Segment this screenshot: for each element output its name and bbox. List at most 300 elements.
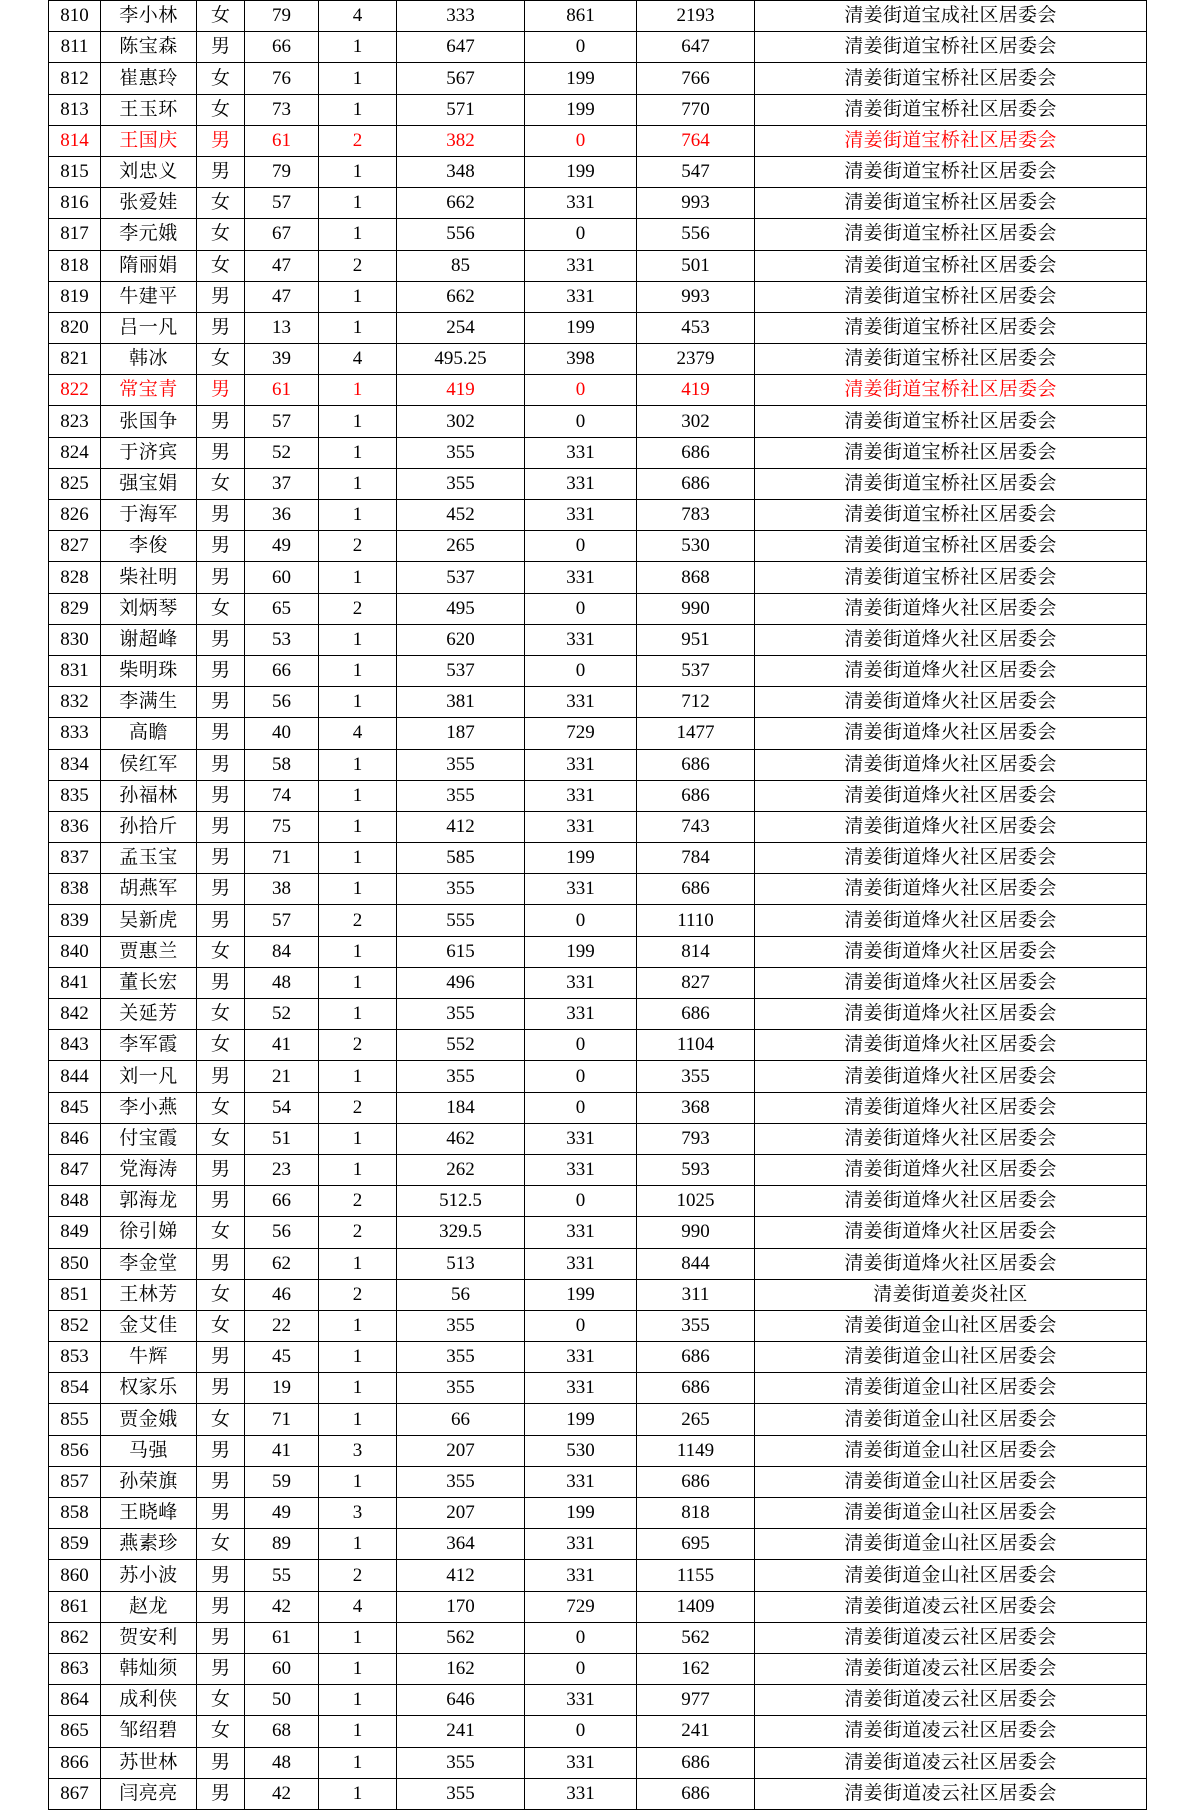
cell-id: 867 <box>49 1778 101 1809</box>
table-row[interactable] <box>49 1248 1147 1279</box>
cell-age: 66 <box>245 32 319 63</box>
cell-count: 2 <box>319 1030 397 1061</box>
cell-count: 3 <box>319 1435 397 1466</box>
cell-age: 76 <box>245 63 319 94</box>
cell-total: 993 <box>637 281 755 312</box>
cell-age: 84 <box>245 936 319 967</box>
cell-organization: 清姜街道烽火社区居委会 <box>755 780 1147 811</box>
table-row[interactable] <box>49 406 1147 437</box>
cell-sex: 男 <box>197 843 245 874</box>
cell-age: 52 <box>245 437 319 468</box>
cell-total: 1477 <box>637 718 755 749</box>
cell-id: 824 <box>49 437 101 468</box>
cell-total: 686 <box>637 468 755 499</box>
table-row[interactable] <box>49 531 1147 562</box>
cell-id: 853 <box>49 1342 101 1373</box>
cell-organization: 清姜街道烽火社区居委会 <box>755 843 1147 874</box>
cell-sex: 男 <box>197 1248 245 1279</box>
table-row[interactable] <box>49 500 1147 531</box>
cell-name: 徐引娣 <box>101 1217 197 1248</box>
cell-age: 39 <box>245 344 319 375</box>
cell-sex: 男 <box>197 905 245 936</box>
cell-age: 89 <box>245 1529 319 1560</box>
table-row[interactable] <box>49 1186 1147 1217</box>
cell-age: 56 <box>245 687 319 718</box>
cell-organization: 清姜街道凌云社区居委会 <box>755 1685 1147 1716</box>
cell-id: 864 <box>49 1685 101 1716</box>
cell-total: 818 <box>637 1498 755 1529</box>
cell-amount-a: 254 <box>397 312 525 343</box>
table-row[interactable] <box>49 250 1147 281</box>
cell-amount-b: 331 <box>525 999 637 1030</box>
cell-amount-b: 398 <box>525 344 637 375</box>
cell-total: 1104 <box>637 1030 755 1061</box>
table-row[interactable] <box>49 999 1147 1030</box>
cell-count: 1 <box>319 967 397 998</box>
cell-age: 60 <box>245 562 319 593</box>
cell-sex: 男 <box>197 874 245 905</box>
cell-id: 856 <box>49 1435 101 1466</box>
table-row[interactable] <box>49 936 1147 967</box>
table-row[interactable] <box>49 1653 1147 1684</box>
cell-id: 818 <box>49 250 101 281</box>
cell-age: 47 <box>245 281 319 312</box>
cell-total: 355 <box>637 1310 755 1341</box>
table-row[interactable] <box>49 874 1147 905</box>
cell-sex: 男 <box>197 500 245 531</box>
table-row[interactable] <box>49 1404 1147 1435</box>
cell-sex: 男 <box>197 531 245 562</box>
table-row[interactable] <box>49 1061 1147 1092</box>
cell-count: 1 <box>319 219 397 250</box>
cell-amount-b: 0 <box>525 1186 637 1217</box>
cell-organization: 清姜街道金山社区居委会 <box>755 1310 1147 1341</box>
cell-age: 75 <box>245 811 319 842</box>
cell-sex: 女 <box>197 94 245 125</box>
cell-count: 1 <box>319 1061 397 1092</box>
table-row[interactable] <box>49 1716 1147 1747</box>
cell-amount-b: 331 <box>525 1342 637 1373</box>
table-row[interactable] <box>49 1622 1147 1653</box>
table-row[interactable] <box>49 780 1147 811</box>
cell-count: 1 <box>319 156 397 187</box>
cell-organization: 清姜街道宝桥社区居委会 <box>755 281 1147 312</box>
cell-id: 860 <box>49 1560 101 1591</box>
table-row[interactable] <box>49 375 1147 406</box>
cell-sex: 男 <box>197 967 245 998</box>
cell-sex: 男 <box>197 437 245 468</box>
cell-sex: 女 <box>197 63 245 94</box>
table-row[interactable] <box>49 312 1147 343</box>
cell-total: 1409 <box>637 1591 755 1622</box>
cell-organization: 清姜街道烽火社区居委会 <box>755 936 1147 967</box>
cell-count: 2 <box>319 905 397 936</box>
cell-organization: 清姜街道宝桥社区居委会 <box>755 63 1147 94</box>
table-row[interactable] <box>49 125 1147 156</box>
cell-amount-b: 199 <box>525 94 637 125</box>
table-row[interactable] <box>49 219 1147 250</box>
cell-id: 822 <box>49 375 101 406</box>
cell-amount-a: 355 <box>397 1373 525 1404</box>
cell-sex: 男 <box>197 406 245 437</box>
cell-sex: 男 <box>197 1591 245 1622</box>
cell-amount-b: 199 <box>525 1498 637 1529</box>
cell-amount-a: 355 <box>397 874 525 905</box>
table-row[interactable] <box>49 843 1147 874</box>
cell-name: 孟玉宝 <box>101 843 197 874</box>
cell-amount-a: 567 <box>397 63 525 94</box>
cell-age: 66 <box>245 655 319 686</box>
cell-amount-b: 331 <box>525 967 637 998</box>
cell-amount-b: 331 <box>525 780 637 811</box>
cell-age: 57 <box>245 905 319 936</box>
cell-count: 2 <box>319 1217 397 1248</box>
table-row[interactable] <box>49 905 1147 936</box>
data-table <box>48 0 1147 1810</box>
cell-count: 1 <box>319 936 397 967</box>
table-row[interactable] <box>49 967 1147 998</box>
cell-id: 861 <box>49 1591 101 1622</box>
cell-sex: 女 <box>197 344 245 375</box>
cell-name: 贾金娥 <box>101 1404 197 1435</box>
cell-total: 868 <box>637 562 755 593</box>
cell-total: 355 <box>637 1061 755 1092</box>
cell-id: 833 <box>49 718 101 749</box>
cell-total: 784 <box>637 843 755 874</box>
cell-id: 837 <box>49 843 101 874</box>
cell-organization: 清姜街道宝桥社区居委会 <box>755 250 1147 281</box>
table-row[interactable] <box>49 1030 1147 1061</box>
table-row[interactable] <box>49 1685 1147 1716</box>
cell-id: 819 <box>49 281 101 312</box>
cell-age: 55 <box>245 1560 319 1591</box>
cell-name: 吴新虎 <box>101 905 197 936</box>
cell-count: 1 <box>319 1404 397 1435</box>
table-row[interactable] <box>49 1591 1147 1622</box>
cell-total: 844 <box>637 1248 755 1279</box>
cell-id: 841 <box>49 967 101 998</box>
cell-organization: 清姜街道宝桥社区居委会 <box>755 344 1147 375</box>
table-row[interactable] <box>49 1529 1147 1560</box>
cell-organization: 清姜街道烽火社区居委会 <box>755 874 1147 905</box>
cell-organization: 清姜街道宝桥社区居委会 <box>755 375 1147 406</box>
cell-amount-b: 331 <box>525 874 637 905</box>
cell-age: 41 <box>245 1435 319 1466</box>
cell-id: 827 <box>49 531 101 562</box>
table-row[interactable] <box>49 749 1147 780</box>
cell-amount-a: 66 <box>397 1404 525 1435</box>
table-row[interactable] <box>49 1217 1147 1248</box>
cell-age: 79 <box>245 156 319 187</box>
cell-organization: 清姜街道金山社区居委会 <box>755 1373 1147 1404</box>
cell-name: 李小林 <box>101 1 197 32</box>
cell-total: 647 <box>637 32 755 63</box>
cell-id: 832 <box>49 687 101 718</box>
cell-name: 强宝娟 <box>101 468 197 499</box>
cell-amount-a: 419 <box>397 375 525 406</box>
cell-amount-a: 495.25 <box>397 344 525 375</box>
cell-name: 关延芳 <box>101 999 197 1030</box>
cell-sex: 女 <box>197 1310 245 1341</box>
cell-amount-a: 162 <box>397 1653 525 1684</box>
cell-name: 韩灿须 <box>101 1653 197 1684</box>
table-row[interactable] <box>49 156 1147 187</box>
table-row[interactable] <box>49 1747 1147 1778</box>
cell-organization: 清姜街道宝桥社区居委会 <box>755 468 1147 499</box>
cell-amount-b: 199 <box>525 1404 637 1435</box>
cell-age: 57 <box>245 406 319 437</box>
table-row[interactable] <box>49 1310 1147 1341</box>
cell-id: 839 <box>49 905 101 936</box>
cell-organization: 清姜街道烽火社区居委会 <box>755 749 1147 780</box>
cell-name: 付宝霞 <box>101 1123 197 1154</box>
cell-amount-b: 331 <box>525 1217 637 1248</box>
cell-age: 46 <box>245 1279 319 1310</box>
cell-amount-a: 615 <box>397 936 525 967</box>
cell-amount-a: 555 <box>397 905 525 936</box>
cell-amount-b: 199 <box>525 843 637 874</box>
cell-name: 苏世林 <box>101 1747 197 1778</box>
cell-age: 59 <box>245 1466 319 1497</box>
cell-age: 49 <box>245 531 319 562</box>
table-row[interactable] <box>49 1498 1147 1529</box>
cell-age: 40 <box>245 718 319 749</box>
table-row[interactable] <box>49 32 1147 63</box>
cell-amount-a: 462 <box>397 1123 525 1154</box>
cell-name: 韩冰 <box>101 344 197 375</box>
table-row[interactable] <box>49 1 1147 32</box>
cell-age: 22 <box>245 1310 319 1341</box>
cell-count: 4 <box>319 718 397 749</box>
cell-name: 胡燕军 <box>101 874 197 905</box>
cell-amount-a: 646 <box>397 1685 525 1716</box>
cell-sex: 男 <box>197 655 245 686</box>
cell-amount-a: 56 <box>397 1279 525 1310</box>
cell-organization: 清姜街道宝桥社区居委会 <box>755 562 1147 593</box>
cell-id: 862 <box>49 1622 101 1653</box>
cell-name: 郭海龙 <box>101 1186 197 1217</box>
cell-age: 68 <box>245 1716 319 1747</box>
cell-count: 3 <box>319 1498 397 1529</box>
cell-id: 823 <box>49 406 101 437</box>
cell-sex: 男 <box>197 1373 245 1404</box>
cell-name: 隋丽娟 <box>101 250 197 281</box>
cell-sex: 男 <box>197 1186 245 1217</box>
cell-sex: 男 <box>197 125 245 156</box>
cell-name: 贾惠兰 <box>101 936 197 967</box>
cell-organization: 清姜街道烽火社区居委会 <box>755 687 1147 718</box>
cell-age: 56 <box>245 1217 319 1248</box>
cell-amount-a: 452 <box>397 500 525 531</box>
cell-amount-a: 571 <box>397 94 525 125</box>
cell-amount-b: 0 <box>525 1061 637 1092</box>
table-row[interactable] <box>49 593 1147 624</box>
cell-name: 王林芳 <box>101 1279 197 1310</box>
cell-name: 苏小波 <box>101 1560 197 1591</box>
cell-count: 1 <box>319 1622 397 1653</box>
cell-organization: 清姜街道烽火社区居委会 <box>755 1154 1147 1185</box>
cell-id: 814 <box>49 125 101 156</box>
table-row[interactable] <box>49 1778 1147 1809</box>
table-row[interactable] <box>49 1466 1147 1497</box>
cell-age: 53 <box>245 624 319 655</box>
cell-total: 686 <box>637 780 755 811</box>
table-row[interactable] <box>49 188 1147 219</box>
cell-total: 501 <box>637 250 755 281</box>
cell-amount-a: 355 <box>397 749 525 780</box>
cell-count: 1 <box>319 1248 397 1279</box>
table-row[interactable] <box>49 1373 1147 1404</box>
cell-total: 265 <box>637 1404 755 1435</box>
cell-name: 牛建平 <box>101 281 197 312</box>
cell-sex: 女 <box>197 1092 245 1123</box>
cell-id: 846 <box>49 1123 101 1154</box>
cell-amount-b: 0 <box>525 905 637 936</box>
cell-id: 838 <box>49 874 101 905</box>
cell-organization: 清姜街道烽火社区居委会 <box>755 1092 1147 1123</box>
cell-sex: 女 <box>197 250 245 281</box>
cell-amount-b: 0 <box>525 655 637 686</box>
cell-count: 1 <box>319 1466 397 1497</box>
cell-amount-a: 265 <box>397 531 525 562</box>
cell-amount-b: 199 <box>525 312 637 343</box>
cell-total: 712 <box>637 687 755 718</box>
cell-organization: 清姜街道烽火社区居委会 <box>755 593 1147 624</box>
cell-amount-a: 241 <box>397 1716 525 1747</box>
table-row[interactable] <box>49 94 1147 125</box>
table-row[interactable] <box>49 281 1147 312</box>
cell-total: 530 <box>637 531 755 562</box>
cell-age: 61 <box>245 1622 319 1653</box>
table-row[interactable] <box>49 718 1147 749</box>
cell-id: 855 <box>49 1404 101 1435</box>
cell-count: 4 <box>319 344 397 375</box>
cell-age: 58 <box>245 749 319 780</box>
cell-amount-b: 331 <box>525 500 637 531</box>
cell-sex: 女 <box>197 1404 245 1435</box>
table-row[interactable] <box>49 63 1147 94</box>
cell-total: 556 <box>637 219 755 250</box>
table-row[interactable] <box>49 1342 1147 1373</box>
cell-count: 1 <box>319 811 397 842</box>
cell-amount-b: 0 <box>525 1653 637 1684</box>
cell-amount-a: 662 <box>397 281 525 312</box>
cell-sex: 男 <box>197 375 245 406</box>
cell-name: 马强 <box>101 1435 197 1466</box>
cell-id: 850 <box>49 1248 101 1279</box>
table-row[interactable] <box>49 437 1147 468</box>
cell-count: 1 <box>319 1342 397 1373</box>
table-row[interactable] <box>49 1154 1147 1185</box>
cell-sex: 男 <box>197 1622 245 1653</box>
cell-amount-b: 729 <box>525 1591 637 1622</box>
table-row[interactable] <box>49 1560 1147 1591</box>
cell-organization: 清姜街道烽火社区居委会 <box>755 905 1147 936</box>
cell-amount-b: 0 <box>525 593 637 624</box>
cell-age: 62 <box>245 1248 319 1279</box>
cell-amount-b: 0 <box>525 531 637 562</box>
cell-amount-b: 331 <box>525 1778 637 1809</box>
cell-organization: 清姜街道宝桥社区居委会 <box>755 531 1147 562</box>
cell-age: 66 <box>245 1186 319 1217</box>
cell-name: 王国庆 <box>101 125 197 156</box>
cell-amount-b: 331 <box>525 437 637 468</box>
cell-organization: 清姜街道金山社区居委会 <box>755 1560 1147 1591</box>
cell-total: 686 <box>637 1466 755 1497</box>
cell-total: 1025 <box>637 1186 755 1217</box>
cell-name: 于济宾 <box>101 437 197 468</box>
cell-sex: 男 <box>197 624 245 655</box>
cell-name: 高瞻 <box>101 718 197 749</box>
table-row[interactable] <box>49 1123 1147 1154</box>
cell-name: 刘忠义 <box>101 156 197 187</box>
cell-amount-a: 329.5 <box>397 1217 525 1248</box>
cell-id: 830 <box>49 624 101 655</box>
cell-total: 311 <box>637 1279 755 1310</box>
cell-organization: 清姜街道烽火社区居委会 <box>755 624 1147 655</box>
cell-organization: 清姜街道宝桥社区居委会 <box>755 312 1147 343</box>
cell-total: 686 <box>637 1373 755 1404</box>
cell-name: 贺安利 <box>101 1622 197 1653</box>
cell-name: 刘炳琴 <box>101 593 197 624</box>
cell-count: 1 <box>319 1154 397 1185</box>
table-row[interactable] <box>49 624 1147 655</box>
cell-id: 811 <box>49 32 101 63</box>
cell-organization: 清姜街道宝桥社区居委会 <box>755 156 1147 187</box>
cell-total: 2379 <box>637 344 755 375</box>
cell-amount-b: 331 <box>525 188 637 219</box>
table-row[interactable] <box>49 1435 1147 1466</box>
cell-total: 547 <box>637 156 755 187</box>
table-row[interactable] <box>49 1279 1147 1310</box>
table-row[interactable] <box>49 1092 1147 1123</box>
cell-amount-a: 562 <box>397 1622 525 1653</box>
cell-count: 2 <box>319 531 397 562</box>
cell-amount-a: 355 <box>397 1747 525 1778</box>
cell-amount-a: 355 <box>397 1342 525 1373</box>
cell-amount-b: 331 <box>525 1154 637 1185</box>
table-row[interactable] <box>49 655 1147 686</box>
cell-count: 1 <box>319 1310 397 1341</box>
table-row[interactable] <box>49 344 1147 375</box>
table-row[interactable] <box>49 687 1147 718</box>
cell-organization: 清姜街道宝桥社区居委会 <box>755 125 1147 156</box>
cell-organization: 清姜街道宝桥社区居委会 <box>755 188 1147 219</box>
cell-age: 49 <box>245 1498 319 1529</box>
cell-amount-a: 552 <box>397 1030 525 1061</box>
cell-total: 686 <box>637 999 755 1030</box>
cell-organization: 清姜街道凌云社区居委会 <box>755 1591 1147 1622</box>
cell-total: 537 <box>637 655 755 686</box>
table-row[interactable] <box>49 811 1147 842</box>
cell-sex: 男 <box>197 1466 245 1497</box>
cell-name: 李满生 <box>101 687 197 718</box>
cell-age: 51 <box>245 1123 319 1154</box>
cell-amount-a: 85 <box>397 250 525 281</box>
cell-count: 4 <box>319 1591 397 1622</box>
table-row[interactable] <box>49 562 1147 593</box>
cell-name: 李元娥 <box>101 219 197 250</box>
cell-amount-a: 537 <box>397 655 525 686</box>
cell-amount-a: 495 <box>397 593 525 624</box>
cell-id: 821 <box>49 344 101 375</box>
cell-organization: 清姜街道烽火社区居委会 <box>755 1123 1147 1154</box>
cell-amount-b: 331 <box>525 1123 637 1154</box>
cell-amount-b: 331 <box>525 250 637 281</box>
table-row[interactable] <box>49 468 1147 499</box>
cell-age: 54 <box>245 1092 319 1123</box>
cell-amount-a: 513 <box>397 1248 525 1279</box>
